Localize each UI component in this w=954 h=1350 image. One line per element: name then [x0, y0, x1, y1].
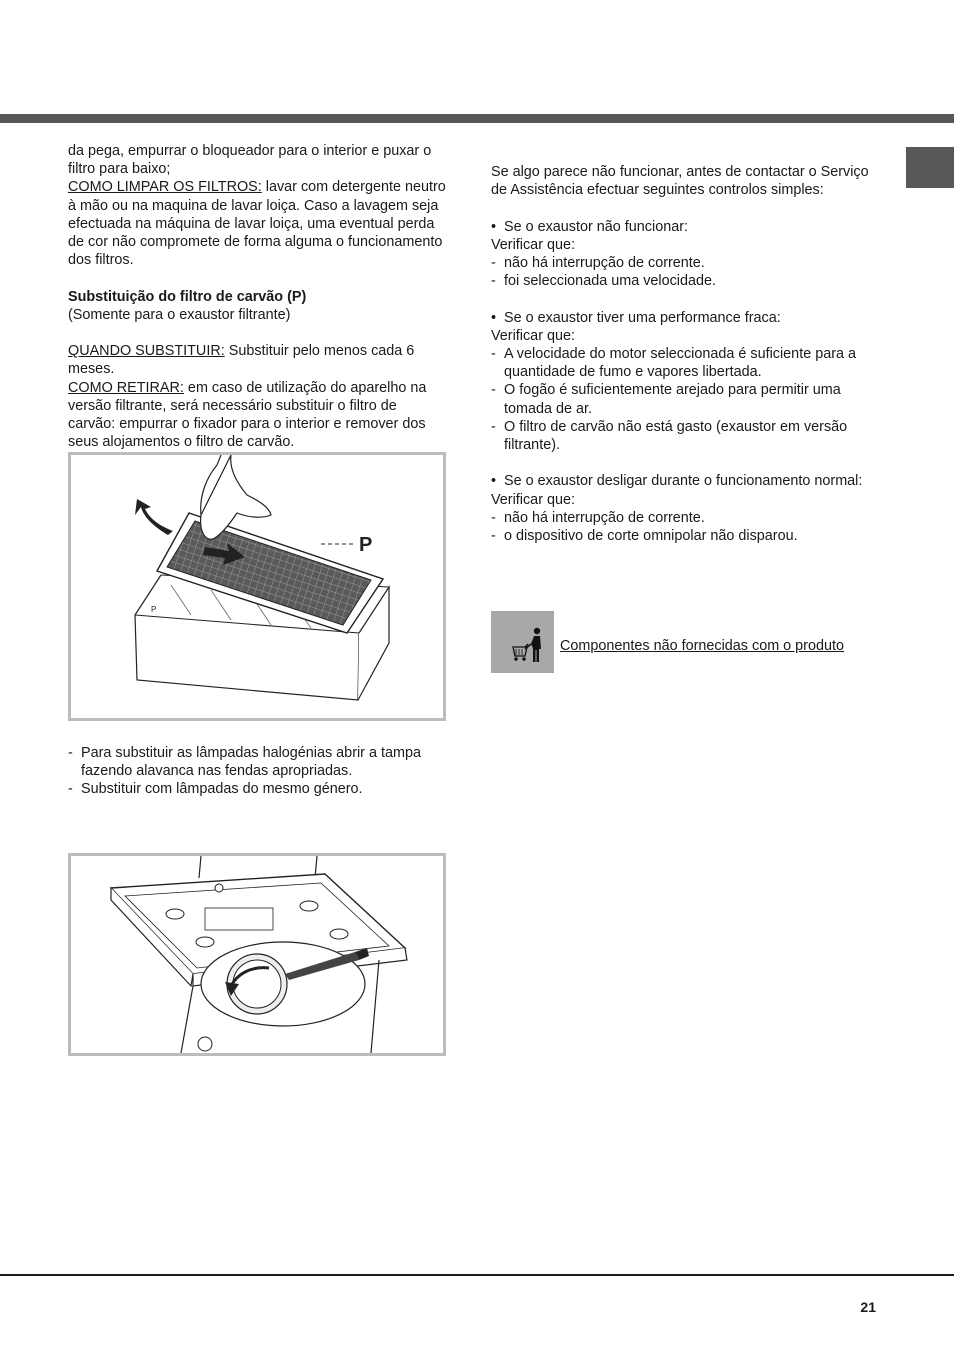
list-item: - O filtro de carvão não está gasto (exaustor em versão filtrante). [491, 418, 848, 454]
case-not-working: • Se o exaustor não funcionar: [491, 218, 689, 235]
cleaning-paragraph [68, 178, 446, 269]
check-label: Verificar que: [491, 491, 575, 508]
svg-text:P: P [151, 605, 157, 614]
list-item: - A velocidade do motor seleccionada é suficiente para a quantidade de fumo e vapores libertada. [491, 346, 856, 381]
how-remove-label: COMO RETIRAR: [68, 379, 184, 396]
carbon-filter-illustration [71, 455, 443, 718]
header-bar [0, 114, 954, 123]
case-switches-off: • Se o exaustor desligar durante o funcionamento normal: [491, 473, 863, 490]
when-replace-label: QUANDO SUBSTITUIR: [68, 343, 225, 360]
how-remove-paragraph [68, 379, 446, 452]
case-weak-performance: • Se o exaustor tiver uma performance fraca: [491, 309, 781, 326]
lamp-replacement-illustration [71, 856, 443, 1053]
carbon-filter-figure [68, 452, 446, 721]
list-item: - não há interrupção de corrente. [491, 509, 705, 526]
section-tab [906, 147, 954, 188]
when-replace-paragraph [68, 342, 446, 378]
left-column [68, 142, 446, 451]
carbon-filter-heading: Substituição do filtro de carvão (P) [68, 288, 307, 305]
right-column [491, 163, 881, 545]
lamp-instructions [68, 744, 448, 799]
filter-removal-text: da pega, empurrar o bloqueador para o interior e puxar o filtro para baixo; [68, 143, 432, 178]
filter-p-label: P [359, 534, 373, 556]
cleaning-label: COMO LIMPAR OS FILTROS: [68, 179, 262, 196]
list-item: - O fogão é suficientemente arejado para permitir uma tomada de ar. [491, 382, 841, 417]
when-replace-text: Substituir pelo menos cada 6 meses. [68, 343, 415, 378]
carbon-filter-subheading: (Somente para o exaustor filtrante) [68, 306, 291, 323]
shopping-cart-person-icon [491, 611, 554, 673]
list-item: - não há interrupção de corrente. [491, 255, 705, 271]
list-item: - Para substituir as lâmpadas halogénias abrir a tampa fazendo alavanca nas fendas apropriadas. [68, 745, 421, 780]
check-label: Verificar que: [491, 236, 575, 253]
how-remove-text: em caso de utilização do aparelho na versão filtrante, será necessário substituir o filtro de carvão: empurrar o fixador para o interior e remover dos seus alojamentos o filtro de carvão. [68, 379, 427, 451]
footer-rule [0, 1274, 954, 1276]
lamp-replacement-figure [68, 853, 446, 1056]
cleaning-text: lavar com detergente neutro à mão ou na maquina de lavar loiça. Caso a lavagem seja efectuada na máquina de lavar loiça, uma eventual perda de cor não compromete de forma alguma o funcionamento dos filtros. [68, 179, 446, 269]
troubleshoot-intro: Se algo parece não funcionar, antes de contactar o Serviço de Assistência efectuar seguintes controlos simples: [491, 164, 869, 199]
list-item: - o dispositivo de corte omnipolar não disparou. [491, 528, 798, 545]
list-item: - Substituir com lâmpadas do mesmo género. [68, 781, 363, 798]
check-label: Verificar que: [491, 327, 575, 344]
page-number: 21 [860, 1299, 876, 1315]
list-item: - foi seleccionada uma velocidade. [491, 273, 716, 290]
components-not-supplied-text: Componentes não fornecidas com o produto [560, 638, 844, 654]
